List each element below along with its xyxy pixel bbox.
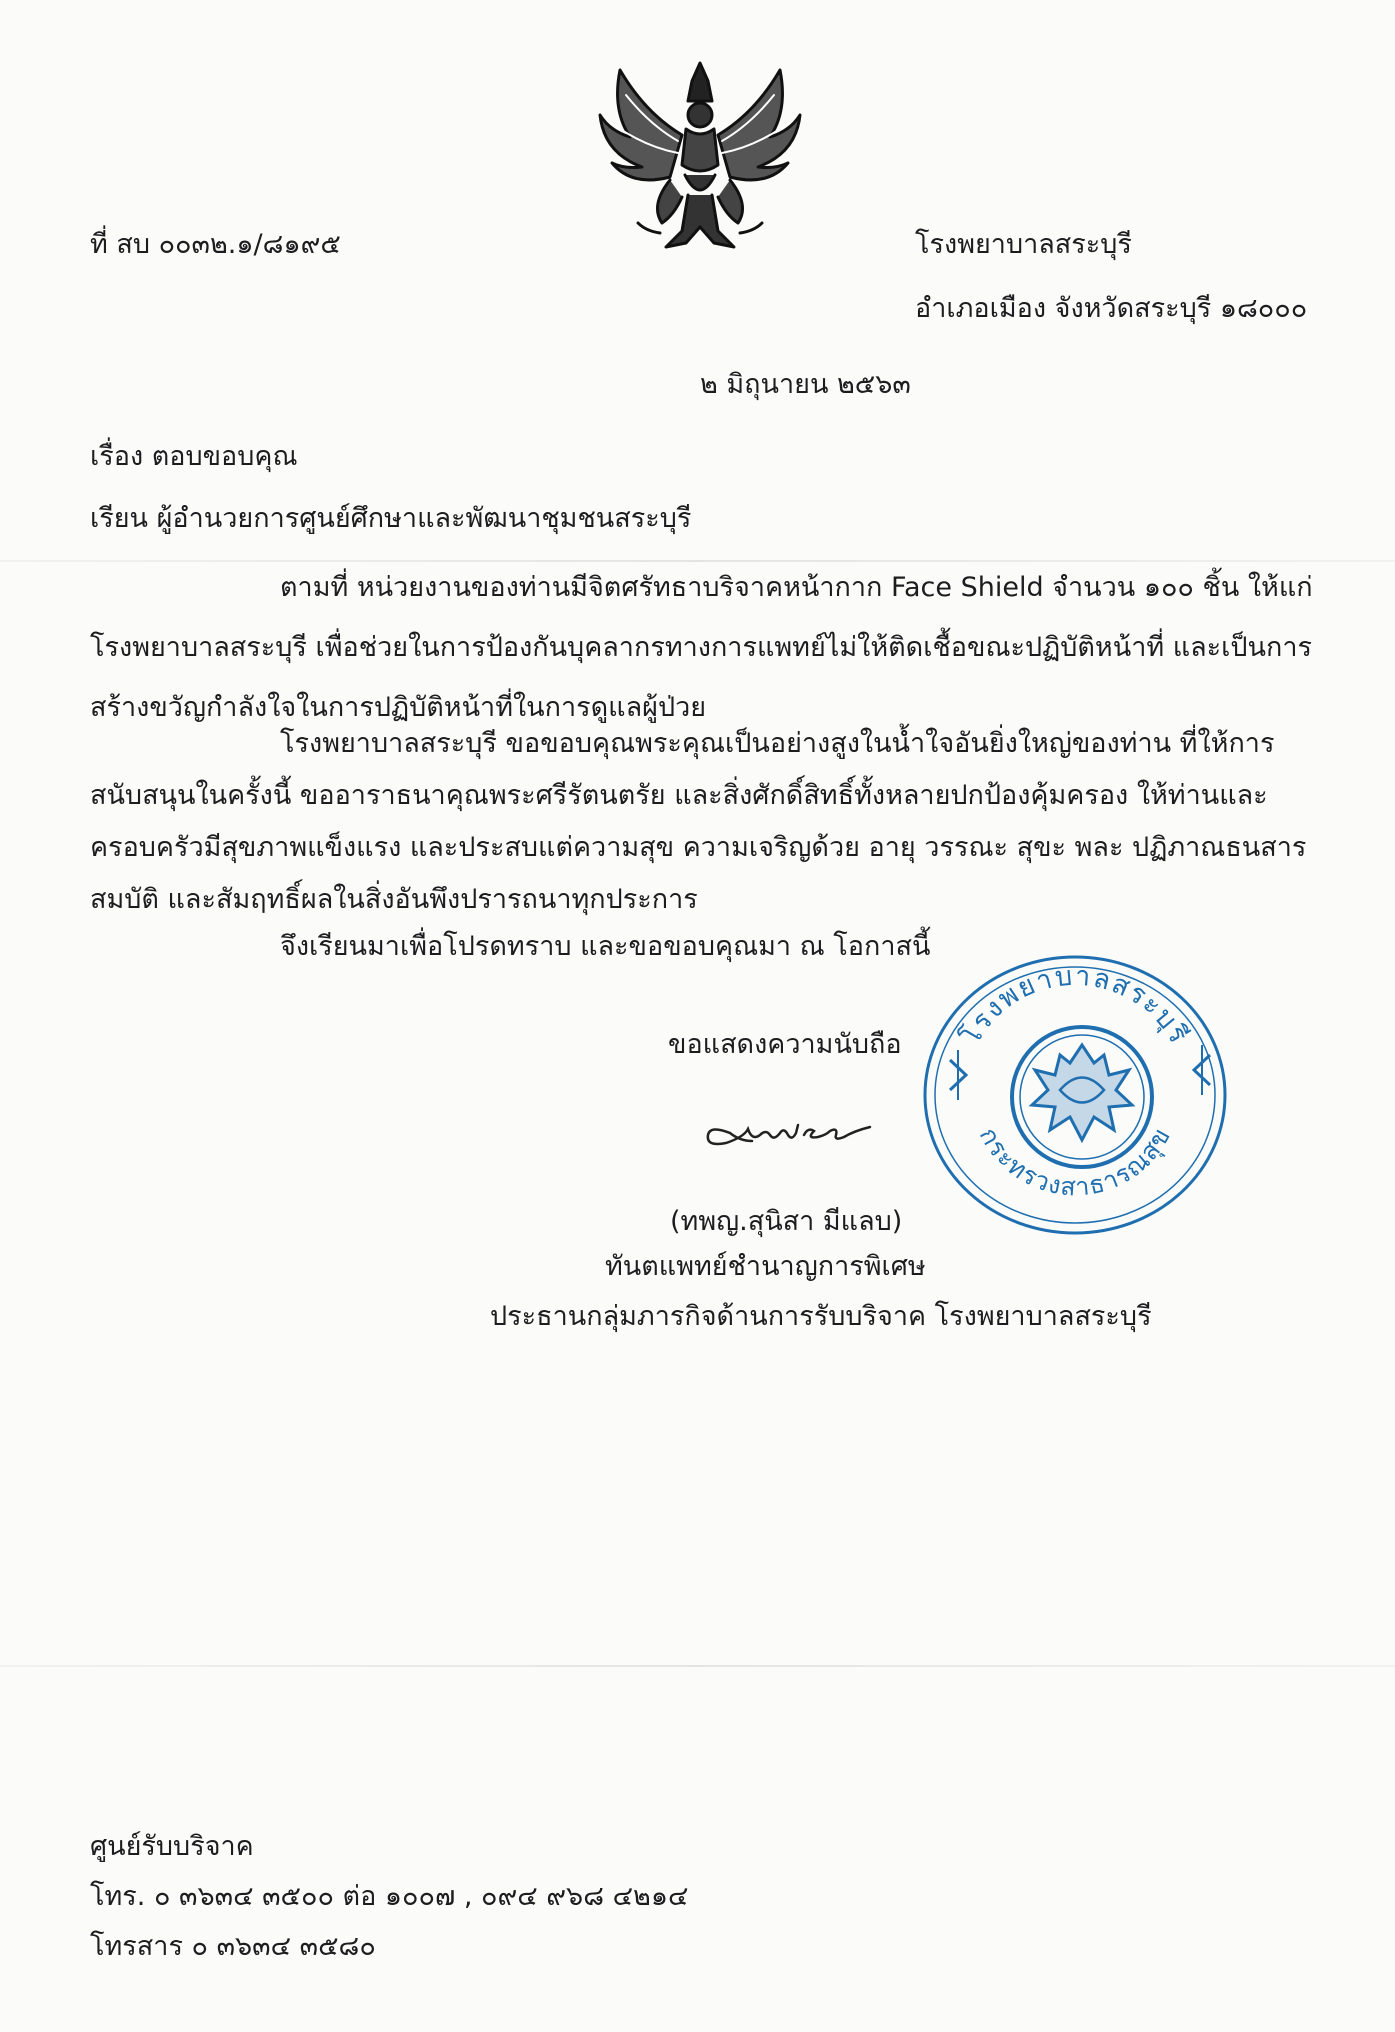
- body-paragraph-2: [90, 718, 1340, 926]
- paper-fold-line: [0, 1665, 1395, 1667]
- signer-role: ประธานกลุ่มภารกิจด้านการรับบริจาค โรงพยาบาลสระบุรี: [490, 1301, 1152, 1332]
- salutation: ขอแสดงความนับถือ: [668, 1029, 902, 1060]
- paragraph-line: สมบัติ และสัมฤทธิ์ผลในสิ่งอันพึงปรารถนาทุกประการ: [90, 884, 698, 915]
- letter-recipient: เรียน ผู้อำนวยการศูนย์ศึกษาและพัฒนาชุมชนสระบุรี: [90, 503, 692, 534]
- paragraph-line: โรงพยาบาลสระบุรี ขอขอบคุณพระคุณเป็นอย่างสูงในน้ำใจอันยิ่งใหญ่ของท่าน ที่ให้การ: [280, 728, 1275, 759]
- svg-text:โรงพยาบาลสระบุรี: [955, 961, 1195, 1050]
- reference-number: ที่ สบ ๐๐๓๒.๑/๘๑๙๕: [90, 229, 341, 260]
- paragraph-line: ตามที่ หน่วยงานของท่านมีจิตศรัทธาบริจาคหน้ากาก Face Shield จำนวน ๑๐๐ ชิ้น ให้แก่: [280, 572, 1313, 603]
- signer-position: ทันตแพทย์ชำนาญการพิเศษ: [605, 1251, 926, 1282]
- garuda-emblem-icon: [590, 55, 810, 260]
- signer-name: (ทพญ.สุนิสา มีแลบ): [670, 1206, 903, 1237]
- official-stamp-icon: [910, 945, 1240, 1245]
- stamp-bottom-text: กระทรวงสาธารณสุข: [973, 1122, 1177, 1202]
- footer-fax: โทรสาร ๐ ๓๖๓๔ ๓๕๘๐: [90, 1931, 376, 1962]
- letter-subject: เรื่อง ตอบขอบคุณ: [90, 441, 298, 472]
- letter-date: ๒ มิถุนายน ๒๕๖๓: [700, 369, 911, 400]
- sender-org-address: อำเภอเมือง จังหวัดสระบุรี ๑๘๐๐๐: [915, 293, 1308, 324]
- paragraph-line: สร้างขวัญกำลังใจในการปฏิบัติหน้าที่ในการดูแลผู้ป่วย: [90, 692, 707, 723]
- closing-line: จึงเรียนมาเพื่อโปรดทราบ และขอขอบคุณมา ณ โอกาสนี้: [280, 931, 931, 962]
- handwritten-signature-icon: [700, 1105, 880, 1155]
- stamp-top-text: โรงพยาบาลสระบุรี: [955, 960, 1195, 1050]
- svg-text:กระทรวงสาธารณสุข: [974, 1122, 1177, 1201]
- paragraph-line: ครอบครัวมีสุขภาพแข็งแรง และประสบแต่ความสุข ความเจริญด้วย อายุ วรรณะ สุขะ พละ ปฏิภาณธนสาร: [90, 832, 1307, 863]
- footer-department: ศูนย์รับบริจาค: [90, 1831, 254, 1862]
- paragraph-line: สนับสนุนในครั้งนี้ ขออาราธนาคุณพระศรีรัตนตรัย และสิ่งศักดิ์สิทธิ์ทั้งหลายปกป้องคุ้มครอง ให้ท่านและ: [90, 780, 1268, 811]
- footer-phone: โทร. ๐ ๓๖๓๔ ๓๕๐๐ ต่อ ๑๐๐๗ , ๐๙๔ ๙๖๘ ๔๒๑๔: [90, 1881, 689, 1912]
- paragraph-line: โรงพยาบาลสระบุรี เพื่อช่วยในการป้องกันบุคลากรทางการแพทย์ไม่ให้ติดเชื้อขณะปฏิบัติหน้าที่ และเป็นการ: [90, 632, 1313, 663]
- body-paragraph-1: [90, 562, 1340, 734]
- sender-org-name: โรงพยาบาลสระบุรี: [915, 229, 1132, 260]
